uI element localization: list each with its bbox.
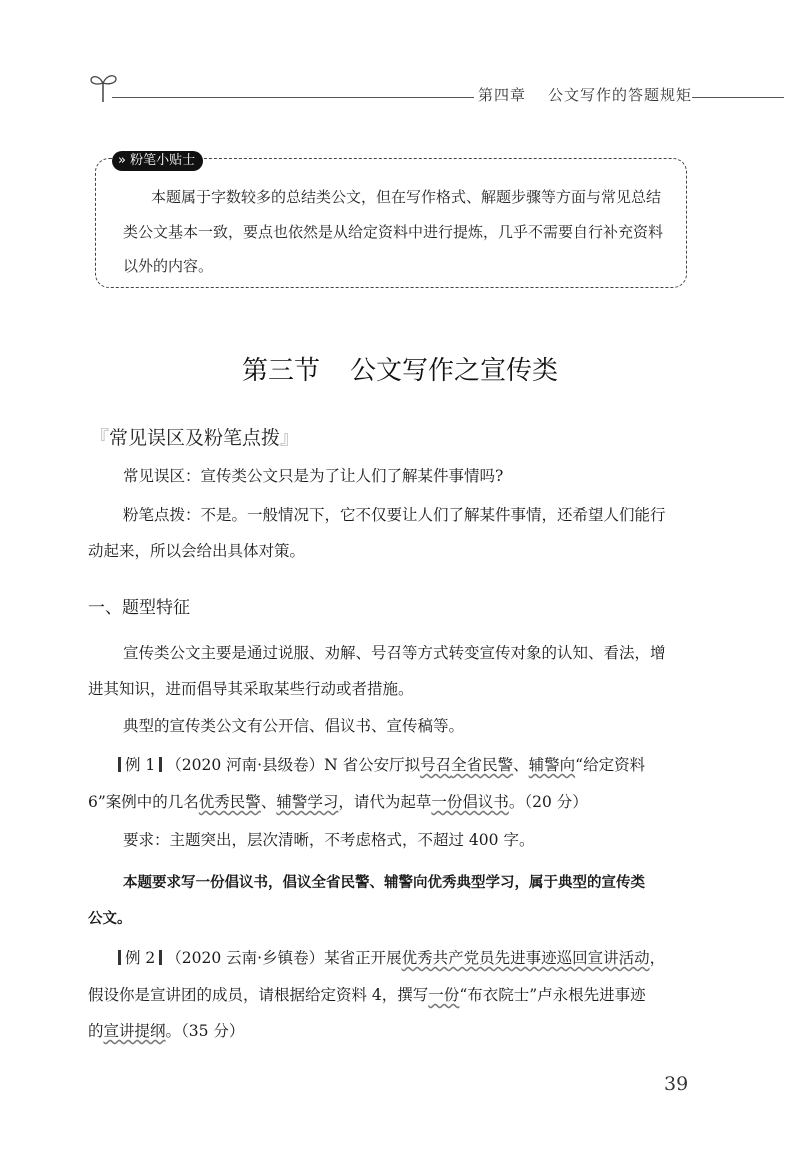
misconception-heading: 『常见误区及粉笔点拨』 <box>90 427 300 449</box>
example2-text: （2020 云南·乡镇卷）某省正开展 <box>166 949 402 967</box>
example2-highlight: 一份 <box>428 986 460 1004</box>
misconception-answer-line-1: 粉笔点拨：不是。一般情况下，它不仅要让人们了解某件事情，还希望人们能行 <box>123 506 666 524</box>
example-bracket-right <box>159 757 162 772</box>
example2-line-2 <box>88 985 698 1005</box>
tip-badge-label: 粉笔小贴士 <box>130 153 196 168</box>
misconception-heading-label: 常见误区及粉笔点拨 <box>109 427 281 449</box>
example-bracket-left <box>118 950 121 965</box>
example1-analysis-line-1: 本题要求写一份倡议书，倡议全省民警、辅警向优秀典型学习，属于典型的宣传类 <box>123 875 645 891</box>
part1-heading: 一、题型特征 <box>88 598 190 618</box>
example1-text: 、 <box>513 756 529 774</box>
part1-para1-line1: 宣传类公文主要是通过说服、劝解、号召等方式转变宣传对象的认知、看法，增 <box>123 644 666 662</box>
header-chapter-title: 公文写作的答题规矩 <box>548 86 693 104</box>
example2-text: 假设你是宣讲团的成员，请根据给定资料 4，撰写 <box>88 986 429 1004</box>
running-header <box>478 84 692 105</box>
example2-label: 例 2 <box>125 949 156 967</box>
part1-para1-line2: 进其知识，进而倡导其采取某些行动或者措施。 <box>88 680 414 698</box>
example2-highlight: 宣讲提纲 <box>103 1022 166 1040</box>
example2-line-3 <box>88 1021 698 1041</box>
tip-line-1: 本题属于字数较多的总结类公文，但在写作格式、解题步骤等方面与常见总结 <box>151 188 662 206</box>
example1-text: ，请代为起草 <box>338 793 432 811</box>
example1-requirement: 要求：主题突出，层次清晰，不考虑格式，不超过 400 字。 <box>123 831 535 849</box>
example-bracket-left <box>118 757 121 772</box>
section-number: 第三节 <box>241 356 320 386</box>
example1-text: （2020 河南·县级卷）N 省公安厅拟 <box>166 756 421 774</box>
example1-analysis-line-2: 公文。 <box>88 911 132 927</box>
example1-text: 6”案例中的几名 <box>88 793 199 811</box>
section-title <box>0 350 800 387</box>
example2-text: 。（35 分） <box>165 1022 245 1040</box>
example1-text: 。（20 分） <box>508 793 588 811</box>
example1-line-1 <box>118 755 728 775</box>
sprout-icon <box>88 70 118 104</box>
example2-line-1 <box>118 948 728 968</box>
example1-highlight: 辅警学习 <box>276 793 339 811</box>
part1-para2: 典型的宣传类公文有公开信、倡议书、宣传稿等。 <box>123 717 465 735</box>
example1-line-2 <box>88 792 698 812</box>
header-rule-left <box>112 97 474 98</box>
example2-text: “布衣院士”卢永根先进事迹 <box>459 986 646 1004</box>
example1-highlight: 全省民警 <box>451 756 514 774</box>
example2-text: 的 <box>88 1022 104 1040</box>
badge-arrow-icon: » <box>118 153 131 168</box>
tip-badge <box>112 151 203 171</box>
example1-highlight: 号召 <box>420 756 452 774</box>
header-rule-right <box>692 97 784 98</box>
example1-highlight: 优秀民警 <box>198 793 261 811</box>
section-name: 公文写作之宣传类 <box>350 356 559 386</box>
misconception-question: 常见误区：宣传类公文只是为了让人们了解某件事情吗? <box>123 467 504 485</box>
misconception-answer-line-2: 动起来，所以会给出具体对策。 <box>88 542 306 560</box>
example1-highlight: 辅警向 <box>528 756 576 774</box>
tip-line-3: 以外的内容。 <box>123 257 214 275</box>
header-chapter: 第四章 <box>478 86 527 104</box>
example1-label: 例 1 <box>125 756 156 774</box>
example2-highlight: 优秀共产党员先进事迹巡回宣讲活动 <box>401 949 650 967</box>
tip-line-2: 类公文基本一致，要点也依然是从给定资料中进行提炼，几乎不需要自行补充资料 <box>123 223 664 241</box>
example1-text: 、 <box>260 793 277 811</box>
example2-text: ， <box>649 949 666 967</box>
example1-text: “给定资料 <box>575 756 646 774</box>
page-number: 39 <box>664 1073 689 1095</box>
example1-highlight: 一份倡议书 <box>431 793 509 811</box>
example-bracket-right <box>159 950 162 965</box>
